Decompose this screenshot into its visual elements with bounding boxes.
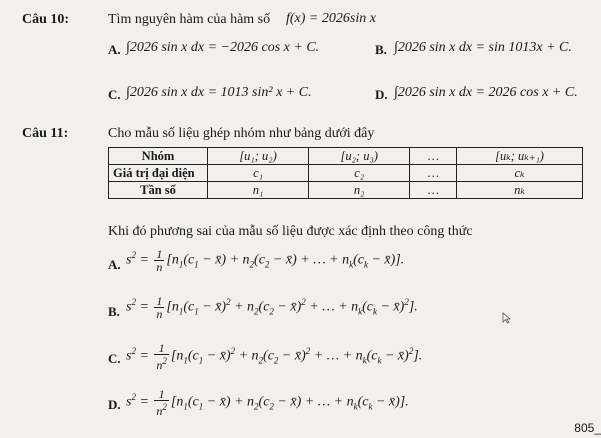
q10-function: f(x) = 2026sin x	[286, 11, 376, 26]
page-number: 805_	[574, 421, 601, 435]
q11-option-c-letter: C.	[108, 351, 121, 366]
table-row	[109, 148, 583, 165]
table-cell: [u₂; u₃)	[309, 148, 410, 165]
q10-option-d-letter: D.	[375, 87, 388, 102]
q11-option-b-formula: $s^2$ = $\frac{1}{n}$ [$n_1(c_1$ − x̄)$^2$ + $n_2(c_2$ − x̄)$^2$ + … + $n_k(c_k$ − x̄)$^2$].	[126, 294, 418, 321]
q10-label: Câu 10:	[22, 12, 70, 27]
table-cell: cₖ	[457, 165, 583, 182]
q10-option-c-letter: C.	[108, 87, 121, 102]
table-cell: n₁	[208, 182, 309, 199]
table-cell: c₁	[208, 165, 309, 182]
table-cell: …	[410, 165, 457, 182]
q11-option-a-formula: $s^2$ = $\frac{1}{n}$ [$n_1(c_1$ − x̄) + $n_2(c_2$ − x̄) + … + $n_k(c_k$ − x̄)].	[126, 247, 405, 274]
q10-stem: Tìm nguyên hàm của hàm số	[108, 12, 271, 27]
mouse-cursor-icon	[502, 312, 512, 324]
table-header-group: Nhóm	[109, 148, 208, 165]
table-cell: …	[410, 182, 457, 199]
q11-label: Câu 11:	[22, 126, 69, 141]
q11-prompt: Khi đó phương sai của mẫu số liệu được xác định theo công thức	[108, 224, 473, 239]
table-cell: c₂	[309, 165, 410, 182]
table-cell: n₂	[309, 182, 410, 199]
q10-option-d: ∫2026 sin x dx = 2026 cos x + C.	[394, 85, 578, 100]
q11-option-c-formula: $s^2$ = $\frac{1}{n^2}$ [$n_1(c_1$ − x̄)$^2$ + $n_2(c_2$ − x̄)$^2$ + … + $n_k(c_k$ − x̄)$^2$].	[126, 341, 423, 372]
table-cell: …	[410, 148, 457, 165]
q10-option-c: ∫2026 sin x dx = 1013 sin² x + C.	[126, 85, 312, 100]
table-header-frequency: Tần số	[109, 182, 208, 199]
table-row	[109, 182, 583, 199]
table-cell: [u₁; u₂)	[208, 148, 309, 165]
frequency-table	[108, 147, 583, 199]
q10-option-b: ∫2026 sin x dx = sin 1013x + C.	[394, 40, 572, 55]
table-cell: nₖ	[457, 182, 583, 199]
q11-option-a-letter: A.	[108, 257, 121, 272]
q11-option-d-letter: D.	[108, 397, 121, 412]
table-cell: [uₖ; uₖ₊₁)	[457, 148, 583, 165]
q11-option-d-formula: $s^2$ = $\frac{1}{n^2}$ [$n_1(c_1$ − x̄) + $n_2(c_2$ − x̄) + … + $n_k(c_k$ − x̄)].	[126, 387, 409, 418]
q10-option-a: ∫2026 sin x dx = −2026 cos x + C.	[126, 40, 320, 55]
table-row	[109, 165, 583, 182]
q10-option-b-letter: B.	[375, 42, 387, 57]
q10-option-a-letter: A.	[108, 42, 121, 57]
q11-option-b-letter: B.	[108, 304, 120, 319]
q11-stem: Cho mẫu số liệu ghép nhóm như bảng dưới đây	[108, 126, 375, 141]
table-header-value: Giá trị đại diện	[109, 165, 208, 182]
